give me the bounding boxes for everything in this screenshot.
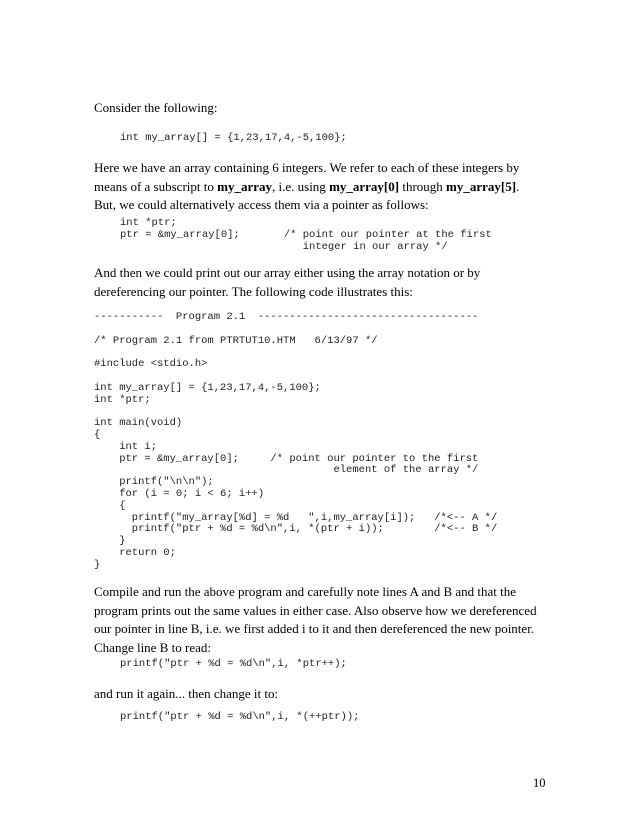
code-line: { xyxy=(94,499,126,512)
code-line: ptr = &my_array[0]; /* point our pointer at the first xyxy=(120,228,492,241)
code-pointer-declaration xyxy=(94,218,580,253)
text-span: Here we have an array containing 6 integers. We refer to each of these integers by means of a subscript to xyxy=(94,160,520,194)
code-line: element of the array */ xyxy=(94,464,479,477)
code-line: } xyxy=(94,558,101,571)
code-line: int *ptr; xyxy=(94,393,151,406)
code-line: /* Program 2.1 from PTRTUT10.HTM 6/13/97 */ xyxy=(94,334,378,347)
code-line: return 0; xyxy=(94,546,176,559)
code-line: printf("\n\n"); xyxy=(94,476,214,489)
paragraph-print-array: And then we could print out our array either using the array notation or by dereferencing our pointer. The following code illustrates this: xyxy=(94,265,481,299)
code-line: int i; xyxy=(94,440,158,453)
text-span: . But, we could alternatively access them via a pointer as follows: xyxy=(94,178,520,212)
code-line: ptr = &my_array[0]; /* point our pointer to the first xyxy=(94,452,479,465)
code-change-line-b-preincrement: printf("ptr + %d = %d\n",i, *(++ptr)); xyxy=(120,711,360,723)
code-line: printf("my_array[%d] = %d ",i,my_array[i]); /*<-- A */ xyxy=(94,511,498,524)
bold-term-my-array-0: my_array[0] xyxy=(329,178,400,194)
code-line: { xyxy=(94,428,101,441)
code-line: int main(void) xyxy=(94,417,183,430)
bold-term-my-array: my_array xyxy=(217,178,272,194)
code-array-declaration: int my_array[] = {1,23,17,4,-5,100}; xyxy=(120,132,347,144)
paragraph-intro: Consider the following: xyxy=(94,100,218,115)
text-span: through xyxy=(399,178,447,194)
code-line: #include <stdio.h> xyxy=(94,358,208,371)
code-line: for (i = 0; i < 6; i++) xyxy=(94,487,265,500)
paragraph-run-again: and run it again... then change it to: xyxy=(94,686,279,701)
code-change-line-b: printf("ptr + %d = %d\n",i, *ptr++); xyxy=(120,658,347,670)
code-line: printf("ptr + %d = %d\n",i, *(ptr + i)); /*<-- B */ xyxy=(94,523,498,536)
code-line: ----------- Program 2.1 ----------------------------------- xyxy=(94,311,479,323)
code-program-listing xyxy=(94,312,554,572)
text-span: , i.e. using xyxy=(272,178,330,194)
code-line: integer in our array */ xyxy=(120,240,448,253)
page-number: 10 xyxy=(533,776,546,790)
code-line: int my_array[] = {1,23,17,4,-5,100}; xyxy=(94,381,321,394)
code-line: } xyxy=(94,535,126,548)
bold-term-my-array-5: my_array[5] xyxy=(446,178,517,194)
paragraph-compile-instructions: Compile and run the above program and carefully note lines A and B and that the program prints out the same values in either case. Also observe how we dereferenced our pointer in line B, i.e. we first added i to it and then dereferenced the new pointer. Change line B to read: xyxy=(94,584,537,655)
paragraph-array-explanation xyxy=(94,159,544,215)
code-line: int *ptr; xyxy=(120,217,177,229)
